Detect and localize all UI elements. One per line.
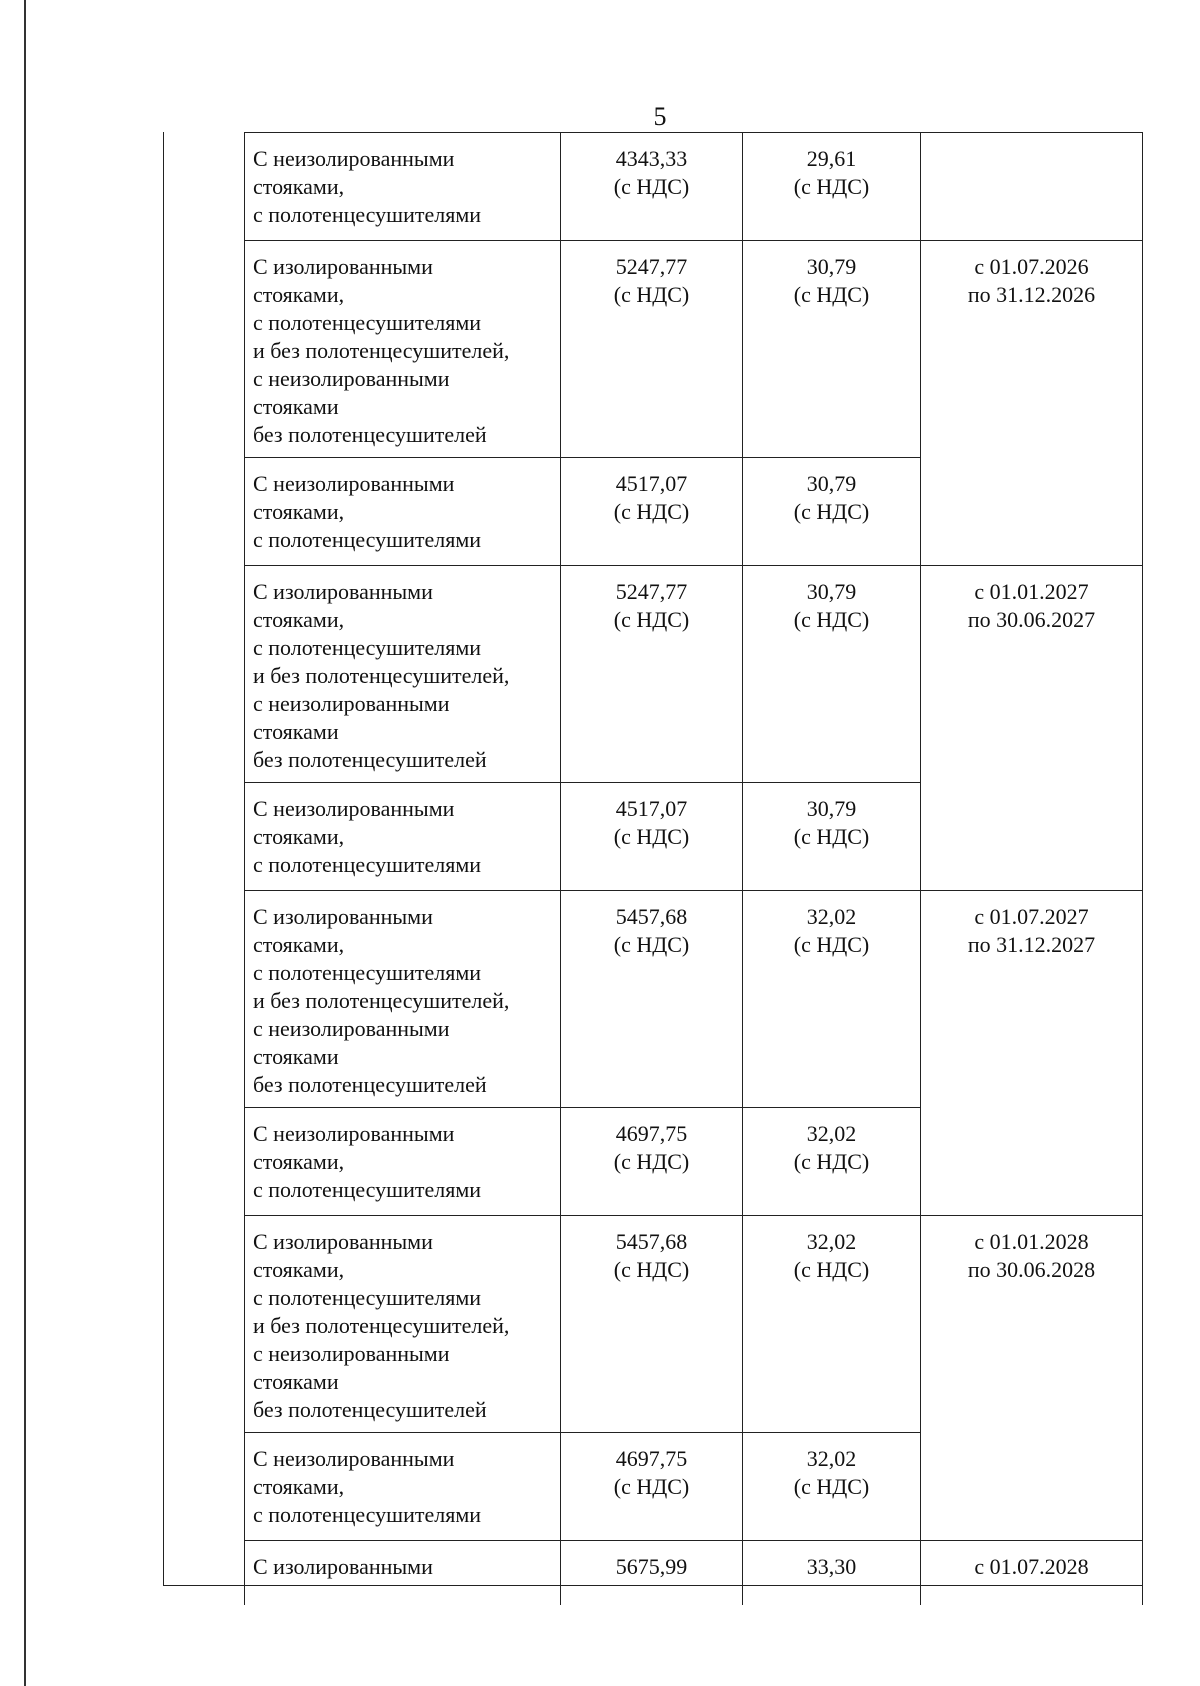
- rate-value-line: 32,02: [806, 1229, 857, 1254]
- row-description-line: С изолированными: [253, 1229, 433, 1254]
- tariff-value: [560, 1541, 742, 1605]
- rate-value-line: 32,02: [806, 904, 857, 929]
- period-cell-line: по 31.12.2027: [967, 932, 1096, 957]
- rate-value-line: (с НДС): [793, 174, 870, 199]
- row-description-line: и без полотенцесушителей,: [253, 1313, 510, 1338]
- rate-value: [742, 566, 920, 783]
- rate-value-line: (с НДС): [793, 824, 870, 849]
- row-description-line: и без полотенцесушителей,: [253, 988, 510, 1013]
- row-description-line: с полотенцесушителями: [253, 202, 482, 227]
- row-description-line: без полотенцесушителей: [253, 422, 487, 447]
- row-description: [244, 1216, 560, 1433]
- tariff-value: [560, 1108, 742, 1216]
- row-description-line: стояками,: [253, 282, 345, 307]
- rate-value: [742, 1541, 920, 1605]
- row-description-line: стояками,: [253, 932, 345, 957]
- tariff-value: [560, 458, 742, 566]
- row-description-line: С изолированными: [253, 254, 433, 279]
- rate-value-line: (с НДС): [793, 1149, 870, 1174]
- period-cell-line: с 01.07.2027: [974, 904, 1089, 929]
- tariff-value-line: (с НДС): [613, 282, 690, 307]
- row-description-line: С неизолированными: [253, 1446, 455, 1471]
- row-description-line: стояками,: [253, 607, 345, 632]
- row-description-line: стояками,: [253, 499, 345, 524]
- row-description: [244, 1541, 560, 1605]
- row-description-line: без полотенцесушителей: [253, 1397, 487, 1422]
- tariff-value-line: (с НДС): [613, 607, 690, 632]
- period-cell-line: по 30.06.2027: [967, 607, 1096, 632]
- row-description-line: стояками: [253, 394, 339, 419]
- rate-value: [742, 1216, 920, 1433]
- row-description: [244, 1433, 560, 1541]
- row-description-line: и без полотенцесушителей,: [253, 663, 510, 688]
- period-cell-line: с 01.07.2028: [974, 1554, 1089, 1579]
- rate-value: [742, 241, 920, 458]
- row-description-line: с неизолированными: [253, 1016, 450, 1041]
- row-description: [244, 1108, 560, 1216]
- rate-value-line: 30,79: [806, 254, 857, 279]
- row-description-line: с полотенцесушителями: [253, 635, 482, 660]
- row-description-line: стояками,: [253, 1257, 345, 1282]
- rate-value-line: 32,02: [806, 1121, 857, 1146]
- period-cell: [920, 891, 1143, 1216]
- rate-value-line: (с НДС): [793, 499, 870, 524]
- tariff-value: [560, 241, 742, 458]
- tariff-value-line: (с НДС): [613, 824, 690, 849]
- period-cell-line: с 01.07.2026: [974, 254, 1089, 279]
- rate-value: [742, 1108, 920, 1216]
- rate-value: [742, 891, 920, 1108]
- row-description-line: С неизолированными: [253, 1121, 455, 1146]
- row-description-line: стояками: [253, 719, 339, 744]
- rate-value-line: (с НДС): [793, 932, 870, 957]
- tariff-grid: [244, 132, 1143, 1585]
- rate-value-line: 30,79: [806, 471, 857, 496]
- tariff-value-line: (с НДС): [613, 1474, 690, 1499]
- row-description-line: и без полотенцесушителей,: [253, 338, 510, 363]
- period-cell: [920, 1216, 1143, 1541]
- rate-value-line: 30,79: [806, 796, 857, 821]
- tariff-value-line: 4343,33: [615, 146, 688, 171]
- period-cell: [920, 241, 1143, 566]
- row-description: [244, 566, 560, 783]
- rate-value-line: 32,02: [806, 1446, 857, 1471]
- tariff-value-line: 5457,68: [615, 1229, 688, 1254]
- period-cell-line: по 30.06.2028: [967, 1257, 1096, 1282]
- row-description-line: стояками: [253, 1044, 339, 1069]
- tariff-value: [560, 891, 742, 1108]
- row-description-line: с полотенцесушителями: [253, 527, 482, 552]
- row-description-line: с полотенцесушителями: [253, 1502, 482, 1527]
- binding-line: [24, 0, 26, 1686]
- row-description-line: с полотенцесушителями: [253, 1285, 482, 1310]
- row-description-line: стояками,: [253, 1149, 345, 1174]
- rate-value: [742, 1433, 920, 1541]
- rate-value-line: (с НДС): [793, 1257, 870, 1282]
- period-cell-line: с 01.01.2027: [974, 579, 1089, 604]
- row-description: [244, 783, 560, 891]
- tariff-value-line: (с НДС): [613, 932, 690, 957]
- period-cell: [920, 1541, 1143, 1605]
- rate-value-line: 30,79: [806, 579, 857, 604]
- row-description-line: с неизолированными: [253, 691, 450, 716]
- row-description: [244, 458, 560, 566]
- row-description-line: стояками,: [253, 824, 345, 849]
- tariff-value: [560, 133, 742, 241]
- row-description-line: стояками,: [253, 174, 345, 199]
- tariff-value-line: (с НДС): [613, 499, 690, 524]
- rate-value-line: (с НДС): [793, 1474, 870, 1499]
- tariff-value-line: 4697,75: [615, 1121, 688, 1146]
- row-description: [244, 241, 560, 458]
- tariff-value-line: (с НДС): [613, 1149, 690, 1174]
- tariff-value: [560, 1216, 742, 1433]
- tariff-value-line: 4517,07: [615, 796, 688, 821]
- tariff-value: [560, 1433, 742, 1541]
- row-description-line: с неизолированными: [253, 1341, 450, 1366]
- row-description-line: с полотенцесушителями: [253, 310, 482, 335]
- row-description-line: С изолированными: [253, 904, 433, 929]
- row-description-line: С неизолированными: [253, 796, 455, 821]
- row-description-line: стояками,: [253, 1474, 345, 1499]
- row-description-line: С изолированными: [253, 1554, 433, 1579]
- page-number: 5: [653, 102, 667, 131]
- tariff-value-line: (с НДС): [613, 174, 690, 199]
- row-description-line: с неизолированными: [253, 366, 450, 391]
- row-description: [244, 133, 560, 241]
- tariff-value-line: 5247,77: [615, 579, 688, 604]
- row-description-line: стояками: [253, 1369, 339, 1394]
- tariff-value-line: 4517,07: [615, 471, 688, 496]
- period-cell-line: с 01.01.2028: [974, 1229, 1089, 1254]
- rate-value-line: (с НДС): [793, 607, 870, 632]
- rate-value: [742, 458, 920, 566]
- row-description-line: с полотенцесушителями: [253, 1177, 482, 1202]
- row-description-line: С неизолированными: [253, 471, 455, 496]
- row-description-line: без полотенцесушителей: [253, 1072, 487, 1097]
- row-description: [244, 891, 560, 1108]
- rate-value-line: (с НДС): [793, 282, 870, 307]
- tariff-value-line: 4697,75: [615, 1446, 688, 1471]
- tariff-value-line: 5675,99: [615, 1554, 688, 1579]
- tariff-value-line: (с НДС): [613, 1257, 690, 1282]
- tariff-value: [560, 566, 742, 783]
- tariff-value: [560, 783, 742, 891]
- rate-value-line: 33,30: [806, 1554, 857, 1579]
- row-description-line: С неизолированными: [253, 146, 455, 171]
- period-cell: [920, 133, 1143, 241]
- rate-value: [742, 133, 920, 241]
- tariff-value-line: 5247,77: [615, 254, 688, 279]
- rate-value: [742, 783, 920, 891]
- rate-value-line: 29,61: [806, 146, 857, 171]
- row-description-line: С изолированными: [253, 579, 433, 604]
- tariff-value-line: 5457,68: [615, 904, 688, 929]
- row-description-line: с полотенцесушителями: [253, 852, 482, 877]
- row-description-line: с полотенцесушителями: [253, 960, 482, 985]
- row-description-line: без полотенцесушителей: [253, 747, 487, 772]
- tariff-table: [163, 132, 1143, 1586]
- period-cell-line: по 31.12.2026: [967, 282, 1096, 307]
- period-cell: [920, 566, 1143, 891]
